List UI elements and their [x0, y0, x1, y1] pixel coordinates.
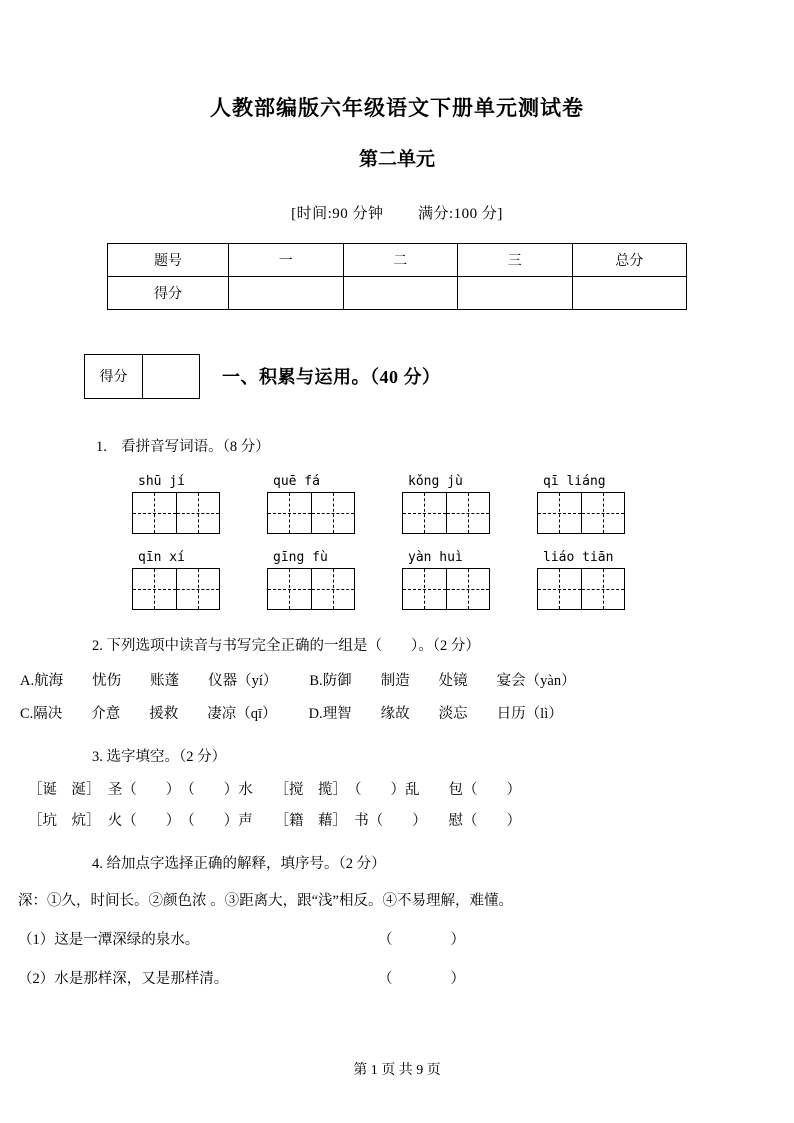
question-1-number: 1.: [96, 438, 107, 455]
sub-item-answer-blank[interactable]: （ ）: [378, 932, 465, 949]
option-label-b: B.: [309, 673, 323, 690]
section-score-input[interactable]: [143, 355, 199, 398]
pinyin-group: [267, 550, 402, 610]
question-1: [96, 437, 724, 458]
question-4-prompt: 给加点字选择正确的解释，填序号。（2 分）: [106, 856, 386, 873]
tianzige-cell[interactable]: [133, 569, 176, 609]
question-4-sub-item-1: [18, 928, 794, 949]
exam-meta: [0, 172, 794, 223]
tianzige-cell[interactable]: [581, 493, 625, 533]
tianzige-box[interactable]: [537, 492, 625, 534]
tianzige-cell[interactable]: [538, 569, 581, 609]
tianzige-box[interactable]: [267, 568, 355, 610]
pinyin-label: yàn huì: [408, 550, 463, 565]
score-table-wrapper: [107, 243, 687, 310]
tianzige-box[interactable]: [537, 568, 625, 610]
pinyin-group: [537, 550, 672, 610]
page-footer: 第 1 页 共 9 页: [353, 1063, 441, 1078]
score-header-1: 一: [229, 243, 344, 276]
pinyin-label: liáo tiān: [543, 550, 614, 565]
section-header: [84, 354, 794, 399]
sub-item-text: （1）这是一潭深绿的泉水。: [18, 932, 200, 949]
pinyin-group: [132, 550, 267, 610]
tianzige-cell[interactable]: [403, 569, 446, 609]
section-title: 一、积累与运用。（40 分）: [222, 367, 441, 388]
question-2-option-row-1: [20, 669, 794, 690]
pinyin-label: shū jí: [138, 474, 185, 489]
sub-item-text: （2）水是那样深，又是那样清。: [18, 971, 229, 988]
page-title: 人教部编版六年级语文下册单元测试卷: [210, 96, 584, 120]
score-cell-2[interactable]: [343, 276, 458, 309]
tianzige-box[interactable]: [267, 492, 355, 534]
page-subtitle: 第二单元: [358, 149, 435, 171]
score-cell-3[interactable]: [458, 276, 573, 309]
option-text-d[interactable]: 理智 缘故 淡忘 日历（lì）: [322, 706, 563, 723]
question-3: [92, 747, 724, 768]
option-label-d: D.: [308, 706, 323, 723]
tianzige-cell[interactable]: [268, 569, 311, 609]
score-row-label: 得分: [108, 276, 229, 309]
score-header-0: 题号: [108, 243, 229, 276]
question-4-sub-item-2: [18, 967, 794, 988]
table-row: [108, 243, 687, 276]
pinyin-row-2: [132, 550, 672, 610]
question-1-prompt: 看拼音写词语。（8 分）: [121, 438, 270, 455]
section-score-label: 得分: [85, 355, 143, 398]
question-3-line-1[interactable]: ［诞 涎］ 圣（ ） （ ）水 ［搅 揽］ （ ）乱 包（ ）: [28, 782, 521, 799]
tianzige-cell[interactable]: [311, 493, 355, 533]
question-4: [92, 854, 724, 875]
tianzige-cell[interactable]: [268, 493, 311, 533]
tianzige-cell[interactable]: [538, 493, 581, 533]
pinyin-label: kǒng jù: [408, 474, 463, 489]
pinyin-group: [402, 550, 537, 610]
tianzige-cell[interactable]: [446, 569, 490, 609]
question-2-number: 2.: [92, 638, 103, 654]
tianzige-box[interactable]: [132, 492, 220, 534]
pinyin-group: [267, 474, 402, 534]
table-row: [108, 276, 687, 309]
tianzige-cell[interactable]: [176, 493, 220, 533]
pinyin-label: qīn xí: [138, 550, 185, 565]
tianzige-cell[interactable]: [176, 569, 220, 609]
section-score-box: [84, 354, 200, 399]
tianzige-box[interactable]: [402, 492, 490, 534]
option-text-c[interactable]: 隔决 介意 援救 凄凉（qī）: [33, 706, 277, 723]
tianzige-box[interactable]: [402, 568, 490, 610]
question-3-number: 3.: [92, 749, 103, 766]
pinyin-label: qī liáng: [543, 474, 606, 489]
option-label-a: A.: [20, 673, 35, 690]
question-4-number: 4.: [92, 856, 103, 873]
question-3-line-2[interactable]: ［坑 炕］ 火（ ） （ ）声 ［籍 藉］ 书（ ） 慰（ ）: [28, 813, 521, 830]
exam-time: [时间:90 分钟: [291, 205, 384, 222]
question-4-definitions: 深：①久，时间长。②颜色浓 。③距离大，跟“浅”相反。④不易理解，难懂。: [18, 893, 513, 910]
tianzige-cell[interactable]: [446, 493, 490, 533]
option-text-b[interactable]: 防御 制造 处镜 宴会（yàn）: [322, 673, 576, 690]
tianzige-cell[interactable]: [403, 493, 446, 533]
tianzige-box[interactable]: [132, 568, 220, 610]
pinyin-label: quē fá: [273, 474, 320, 489]
pinyin-group: [132, 474, 267, 534]
tianzige-cell[interactable]: [581, 569, 625, 609]
question-2-prompt: 下列选项中读音与书写完全正确的一组是（ ）。（2 分）: [106, 638, 480, 654]
score-header-3: 三: [458, 243, 573, 276]
pinyin-row-1: [132, 474, 672, 534]
option-text-a[interactable]: 航海 忧伤 账蓬 仪器（yí）: [34, 673, 278, 690]
question-2-option-row-2: [20, 702, 794, 723]
question-2: [92, 636, 724, 657]
pinyin-group: [402, 474, 537, 534]
score-header-4: 总分: [572, 243, 687, 276]
tianzige-cell[interactable]: [133, 493, 176, 533]
score-table: [107, 243, 687, 310]
question-3-prompt: 选字填空。（2 分）: [106, 749, 227, 766]
score-cell-1[interactable]: [229, 276, 344, 309]
score-header-2: 二: [343, 243, 458, 276]
option-label-c: C.: [20, 706, 34, 723]
score-cell-4[interactable]: [572, 276, 687, 309]
pinyin-label: gīng fù: [273, 550, 328, 565]
tianzige-cell[interactable]: [311, 569, 355, 609]
sub-item-answer-blank[interactable]: （ ）: [378, 971, 465, 988]
pinyin-group: [537, 474, 672, 534]
exam-total-score: 满分:100 分]: [418, 205, 503, 222]
